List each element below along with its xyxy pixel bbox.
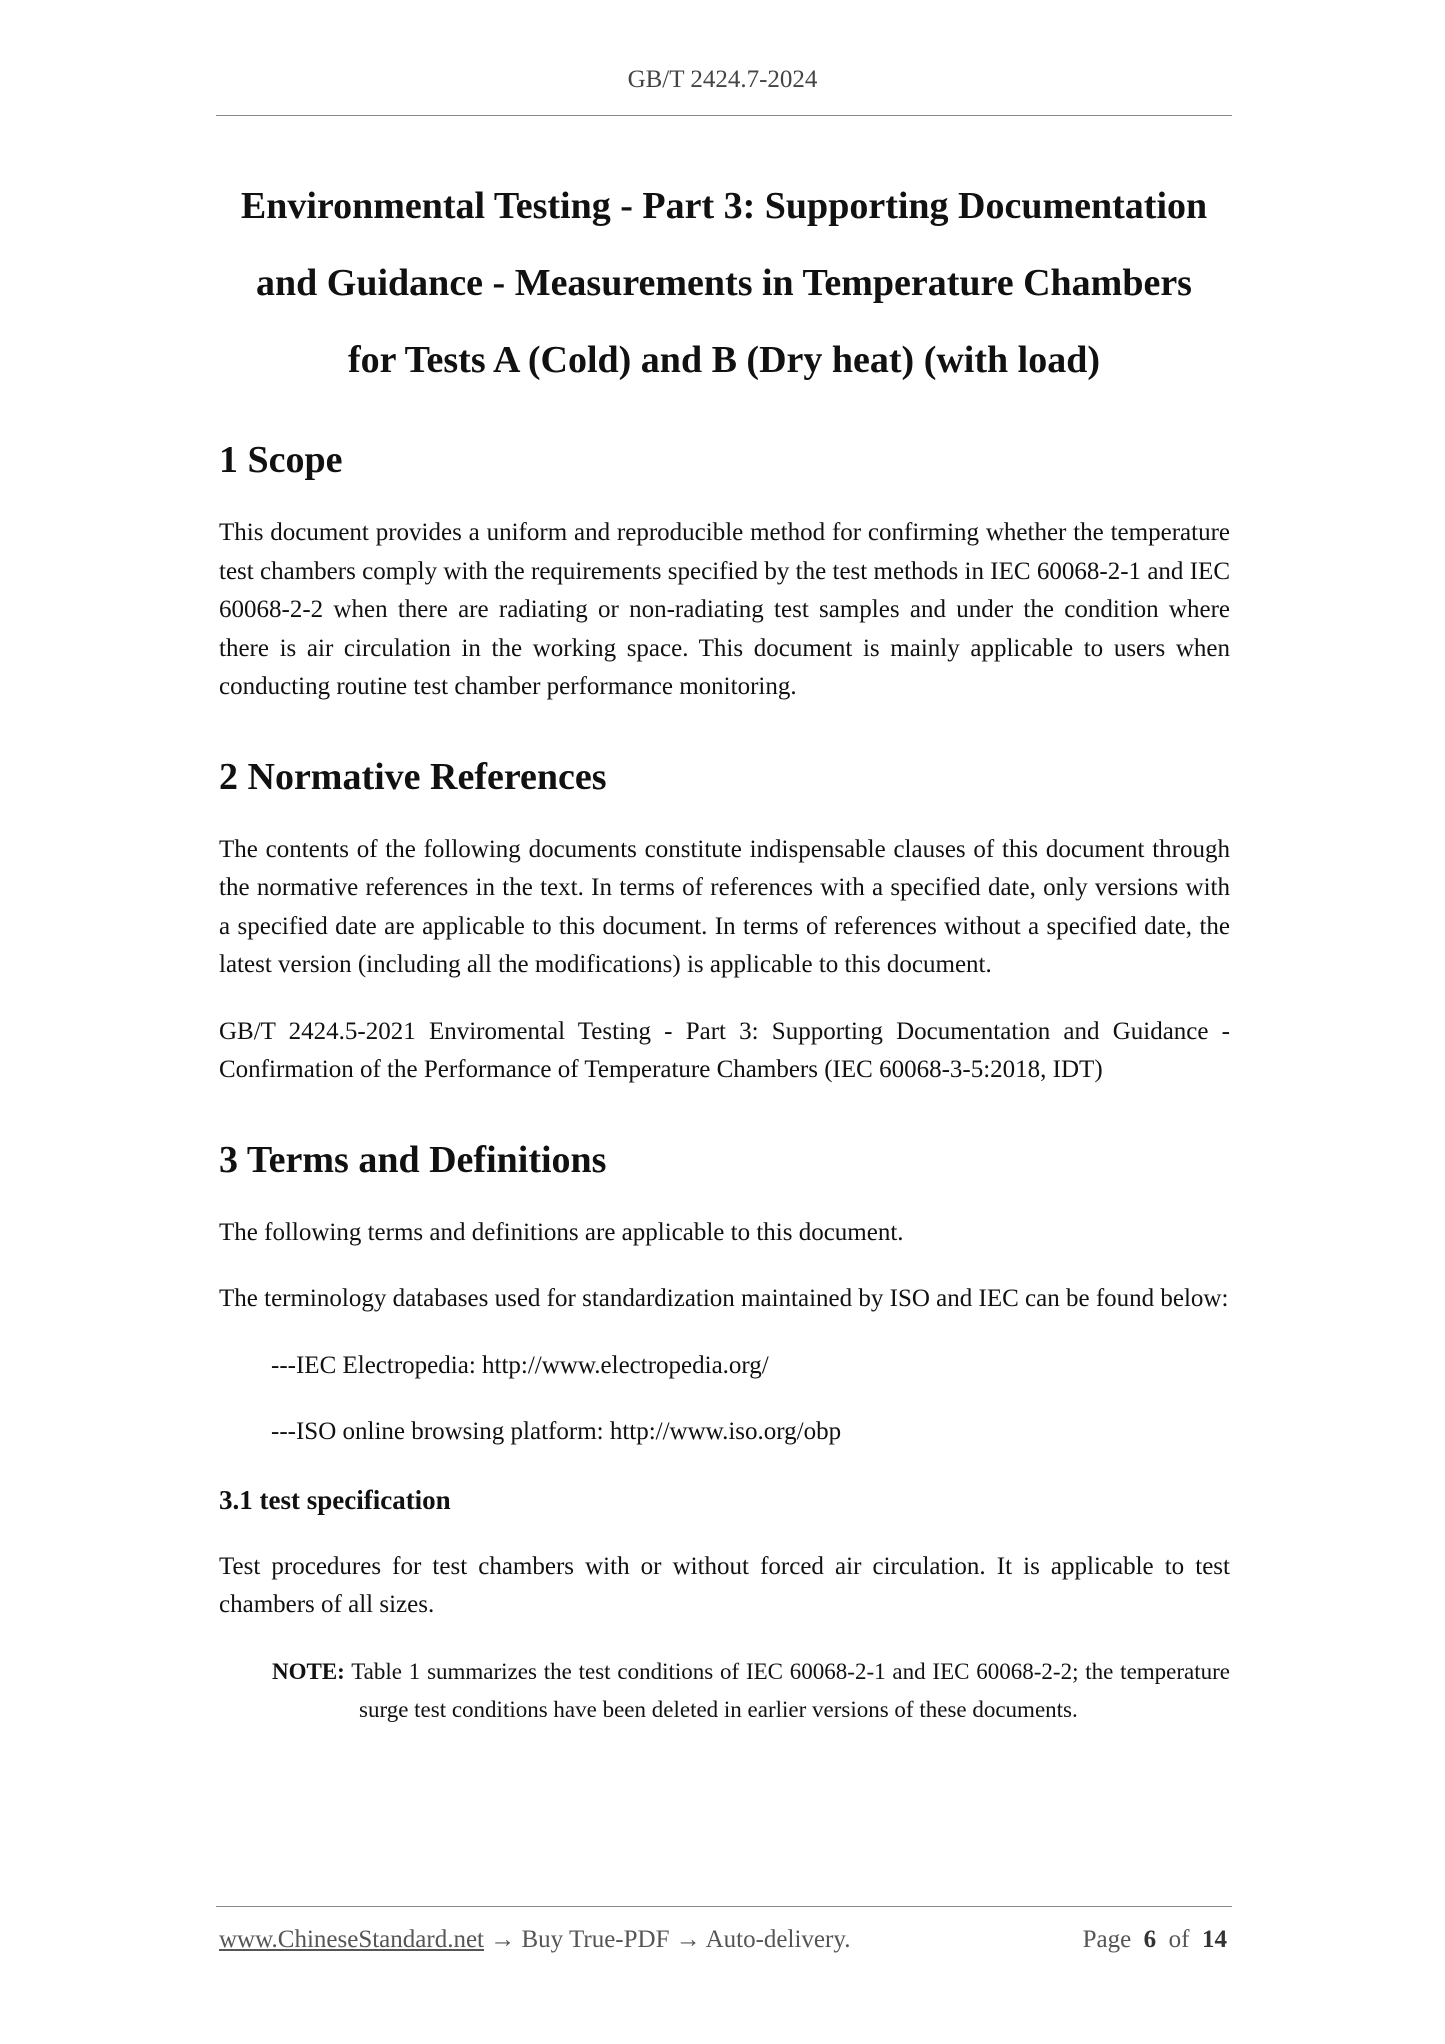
page-current: 6 [1143, 1926, 1157, 1953]
footer-left [219, 1926, 850, 1954]
header-rule [216, 115, 1232, 116]
page-of: of [1168, 1926, 1190, 1953]
title-line-1: Environmental Testing - Part 3: Supporting Documentation [240, 185, 1208, 227]
section-heading-terms-definitions: 3 Terms and Definitions [219, 1138, 607, 1181]
normative-reference-entry: GB/T 2424.5-2021 Enviromental Testing - Part 3: Supporting Documentation and Guidance - Confirmation of the Performance of Temperature Chambers (IEC 60068-3-5:2018, IDT) [219, 1017, 1230, 1083]
note-block [219, 1653, 1230, 1729]
footer-rule [216, 1906, 1232, 1907]
title-line-2: and Guidance - Measurements in Temperature Chambers [256, 262, 1192, 304]
subsection-heading-test-specification: 3.1 test specification [219, 1484, 451, 1515]
section-heading-scope: 1 Scope [219, 439, 343, 481]
note-label: NOTE: [272, 1658, 345, 1684]
running-header: GB/T 2424.7-2024 [627, 66, 818, 93]
iso-obp-link[interactable]: ---ISO online browsing platform: http://www.iso.org/obp [271, 1418, 842, 1445]
page-label: Page [1082, 1926, 1132, 1953]
chinesestandard-link[interactable]: www.ChineseStandard.net [219, 1926, 484, 1953]
note-text: Table 1 summarizes the test conditions of IEC 60068-2-1 and IEC 60068-2-2; the temperature surge test conditions have been deleted in earlier versions of these documents. [351, 1658, 1230, 1722]
page-footer [219, 1926, 1227, 1954]
scope-paragraph: This document provides a uniform and reproducible method for confirming whether the temperature test chambers comply with the requirements specified by the test methods in IEC 60068-2-1 and IEC 60068-2-2 when there are radiating or non-radiating test samples and under the condition where there is air circulation in the working space. This document is mainly applicable to users when conducting routine test chamber performance monitoring. [219, 519, 1230, 700]
test-specification-definition: Test procedures for test chambers with or without forced air circulation. It is applicable to test chambers of all sizes. [219, 1552, 1230, 1618]
document-title [216, 168, 1232, 399]
section-heading-normative-references: 2 Normative References [219, 755, 607, 798]
iec-electropedia-link[interactable]: ---IEC Electropedia: http://www.electropedia.org/ [271, 1351, 769, 1379]
terms-paragraph-1: The following terms and definitions are applicable to this document. [219, 1218, 904, 1246]
document-body [219, 430, 1230, 1729]
footer-tagline: → Buy True-PDF → Auto-delivery. [490, 1926, 851, 1953]
terms-paragraph-2: The terminology databases used for standardization maintained by ISO and IEC can be found below: [219, 1285, 1229, 1312]
normative-paragraph: The contents of the following documents constitute indispensable clauses of this document through the normative references in the text. In terms of references with a specified date, only versions with a specified date are applicable to this document. In terms of references without a specified date, the latest version (including all the modifications) is applicable to this document. [219, 835, 1230, 978]
page-number [1083, 1926, 1227, 1954]
page-total: 14 [1202, 1926, 1227, 1953]
title-line-3: for Tests A (Cold) and B (Dry heat) (with load) [348, 339, 1100, 381]
